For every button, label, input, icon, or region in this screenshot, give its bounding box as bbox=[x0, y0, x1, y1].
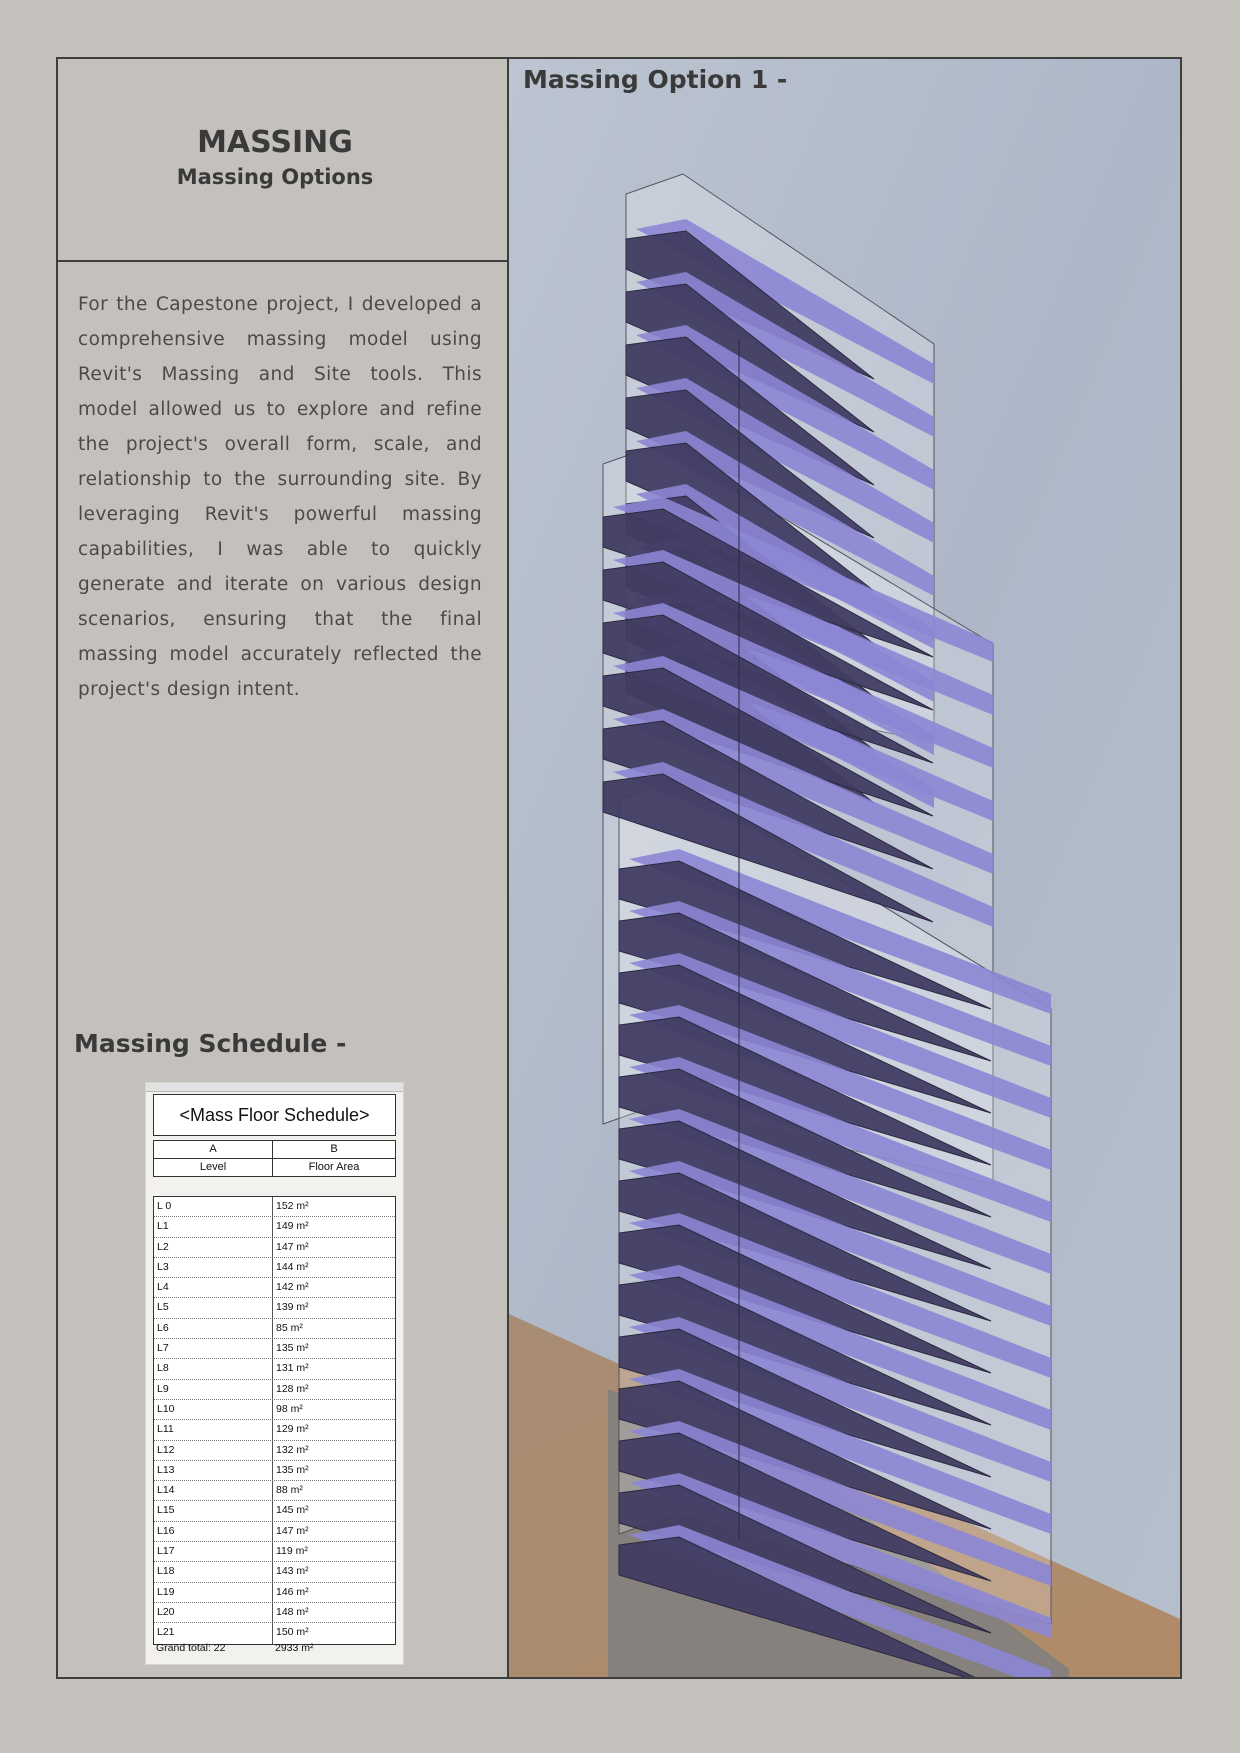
cell-level: L6 bbox=[157, 1321, 169, 1334]
cell-floor-area: 150 m² bbox=[276, 1626, 309, 1639]
table-row bbox=[154, 1623, 395, 1643]
cell-level: L16 bbox=[157, 1524, 175, 1537]
schedule-heading: Massing Schedule - bbox=[74, 1029, 347, 1058]
cell-divider bbox=[272, 1278, 273, 1297]
cell-level: L11 bbox=[157, 1423, 174, 1436]
cell-floor-area: 149 m² bbox=[276, 1220, 309, 1233]
cell-divider bbox=[272, 1542, 273, 1561]
cell-divider bbox=[272, 1319, 273, 1338]
cell-divider bbox=[272, 1339, 273, 1358]
cell-level: L18 bbox=[157, 1565, 175, 1578]
cell-floor-area: 135 m² bbox=[276, 1342, 309, 1355]
cell-divider bbox=[272, 1258, 273, 1277]
table-row bbox=[154, 1441, 395, 1461]
cell-floor-area: 128 m² bbox=[276, 1382, 309, 1395]
column-header-floor-area: Floor Area bbox=[308, 1161, 360, 1173]
cell-divider bbox=[272, 1238, 273, 1257]
table-row bbox=[154, 1420, 395, 1440]
cell-floor-area: 139 m² bbox=[276, 1301, 309, 1314]
cell-divider bbox=[272, 1441, 273, 1460]
cell-level: L7 bbox=[157, 1342, 169, 1355]
cell-level: L 0 bbox=[157, 1200, 172, 1212]
cell-level: L10 bbox=[157, 1402, 175, 1415]
cell-level: L2 bbox=[157, 1240, 169, 1253]
table-row bbox=[154, 1542, 395, 1562]
cell-level: L3 bbox=[157, 1260, 169, 1273]
column-name-row bbox=[153, 1158, 396, 1177]
grand-total-label: Grand total: 22 bbox=[156, 1642, 226, 1654]
table-row bbox=[154, 1481, 395, 1501]
cell-floor-area: 98 m² bbox=[276, 1402, 303, 1415]
cell-level: L13 bbox=[157, 1463, 175, 1476]
table-row bbox=[154, 1238, 395, 1258]
table-row bbox=[154, 1400, 395, 1420]
cell-level: L5 bbox=[157, 1301, 169, 1314]
cell-floor-area: 132 m² bbox=[276, 1443, 309, 1456]
cell-level: L14 bbox=[157, 1484, 175, 1497]
cell-level: L17 bbox=[157, 1545, 175, 1558]
cell-floor-area: 146 m² bbox=[276, 1585, 309, 1598]
option-heading: Massing Option 1 - bbox=[523, 65, 788, 94]
cell-level: L20 bbox=[157, 1605, 175, 1618]
cell-floor-area: 147 m² bbox=[276, 1240, 309, 1253]
page-title: MASSING bbox=[197, 125, 353, 160]
page-frame bbox=[56, 57, 1182, 1679]
cell-divider bbox=[272, 1359, 273, 1378]
table-row bbox=[154, 1298, 395, 1318]
cell-level: L1 bbox=[157, 1220, 169, 1233]
table-row bbox=[154, 1501, 395, 1521]
table-row bbox=[154, 1258, 395, 1278]
cell-level: L19 bbox=[157, 1585, 175, 1598]
cell-divider bbox=[272, 1481, 273, 1500]
column-letter-a: A bbox=[154, 1141, 273, 1158]
cell-divider bbox=[272, 1298, 273, 1317]
mass-floor-schedule bbox=[145, 1082, 404, 1665]
table-row bbox=[154, 1583, 395, 1603]
cell-floor-area: 88 m² bbox=[276, 1484, 303, 1497]
table-row bbox=[154, 1319, 395, 1339]
cell-floor-area: 152 m² bbox=[276, 1200, 309, 1212]
cell-divider bbox=[272, 1217, 273, 1236]
table-row bbox=[154, 1461, 395, 1481]
cell-level: L12 bbox=[157, 1443, 175, 1456]
cell-floor-area: 147 m² bbox=[276, 1524, 309, 1537]
table-row bbox=[154, 1380, 395, 1400]
cell-floor-area: 144 m² bbox=[276, 1260, 309, 1273]
table-row bbox=[154, 1217, 395, 1237]
page-subtitle: Massing Options bbox=[176, 165, 374, 189]
left-column bbox=[58, 59, 509, 1677]
cell-divider bbox=[272, 1623, 273, 1643]
title-box bbox=[58, 59, 507, 262]
cell-divider bbox=[272, 1197, 273, 1216]
cell-floor-area: 85 m² bbox=[276, 1321, 303, 1334]
cell-divider bbox=[272, 1562, 273, 1581]
cell-level: L21 bbox=[157, 1626, 175, 1639]
cell-floor-area: 143 m² bbox=[276, 1565, 309, 1578]
schedule-window-bar bbox=[146, 1083, 403, 1092]
cell-floor-area: 148 m² bbox=[276, 1605, 309, 1618]
cell-level: L8 bbox=[157, 1362, 169, 1375]
cell-divider bbox=[272, 1603, 273, 1622]
massing-view-panel bbox=[509, 59, 1180, 1677]
cell-level: L4 bbox=[157, 1281, 169, 1294]
column-letter-b: B bbox=[330, 1143, 338, 1155]
cell-level: L15 bbox=[157, 1504, 175, 1517]
column-letter-row bbox=[153, 1140, 396, 1159]
cell-floor-area: 131 m² bbox=[276, 1362, 309, 1375]
cell-level: L9 bbox=[157, 1382, 169, 1395]
cell-divider bbox=[272, 1380, 273, 1399]
cell-floor-area: 145 m² bbox=[276, 1504, 309, 1517]
table-row bbox=[154, 1339, 395, 1359]
table-row bbox=[154, 1603, 395, 1623]
table-row bbox=[154, 1359, 395, 1379]
cell-divider bbox=[272, 1583, 273, 1602]
description-text: For the Capestone project, I developed a comprehensive massing model using Revit's Massing and Site tools. This model allowed us to explore and refine the project's overall form, scale, and relationship to the surrounding site. By leveraging Revit's powerful massing capabilities, I was able to quickly generate and iterate on various design scenarios, ensuring that the final massing model accurately reflected the project's design intent. bbox=[78, 294, 482, 700]
cell-floor-area: 129 m² bbox=[276, 1423, 309, 1436]
cell-divider bbox=[272, 1461, 273, 1480]
cell-divider bbox=[272, 1501, 273, 1520]
cell-divider bbox=[272, 1400, 273, 1419]
table-row bbox=[154, 1278, 395, 1298]
massing-model-render bbox=[509, 59, 1180, 1677]
grand-total-value: 2933 m² bbox=[275, 1642, 314, 1654]
table-row bbox=[154, 1562, 395, 1582]
schedule-rows bbox=[153, 1196, 396, 1645]
schedule-title: <Mass Floor Schedule> bbox=[153, 1094, 396, 1136]
table-row bbox=[154, 1197, 395, 1217]
cell-floor-area: 142 m² bbox=[276, 1281, 309, 1294]
table-row bbox=[154, 1522, 395, 1542]
cell-divider bbox=[272, 1522, 273, 1541]
cell-floor-area: 119 m² bbox=[276, 1545, 308, 1558]
cell-divider bbox=[272, 1420, 273, 1439]
cell-floor-area: 135 m² bbox=[276, 1463, 309, 1476]
column-header-level: Level bbox=[154, 1159, 273, 1176]
